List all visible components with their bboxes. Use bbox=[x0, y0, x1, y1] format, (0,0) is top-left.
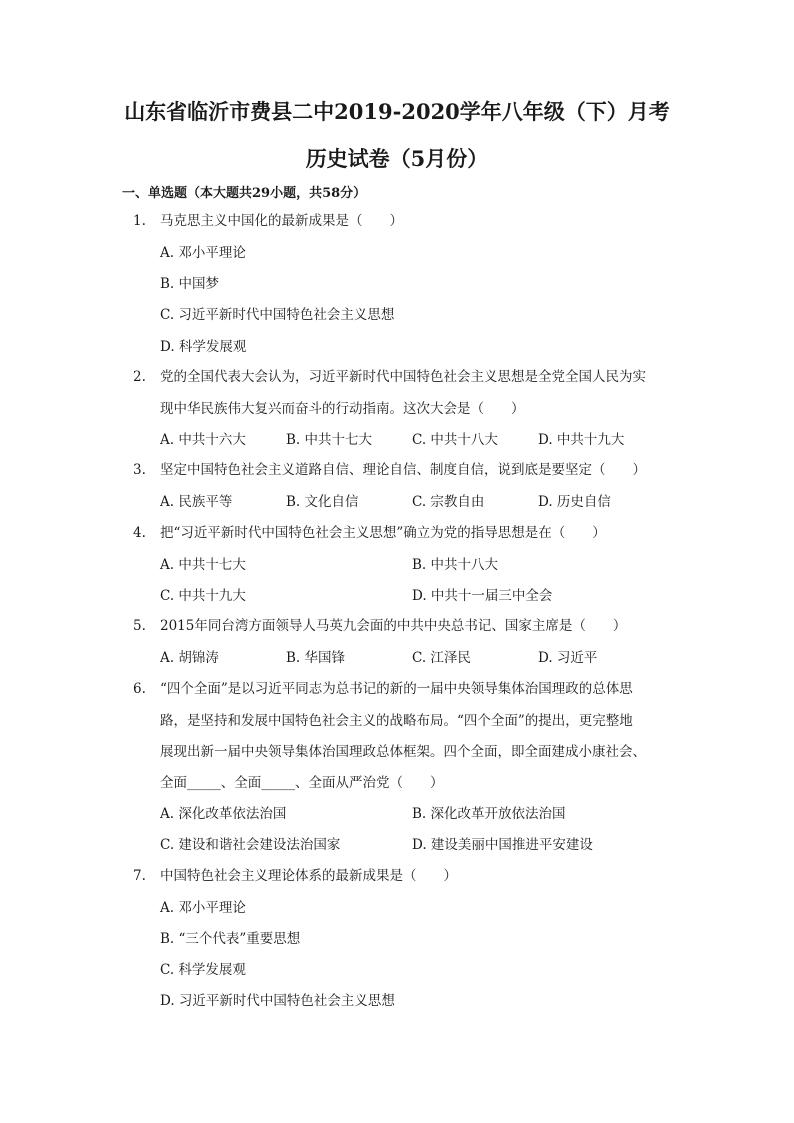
question-number: 7. bbox=[133, 868, 146, 884]
question-stem-continued: 展现出新一届中央领导集体治国理政总体框架。四个全面，即全面建成小康社会、 bbox=[160, 744, 646, 760]
option-c: C. 习近平新时代中国特色社会主义思想 bbox=[160, 307, 395, 323]
option-a: A. 深化改革依法治国 bbox=[160, 806, 287, 822]
option-d: D. 历史自信 bbox=[538, 494, 611, 510]
option-c: C. 建设和谐社会建设法治国家 bbox=[160, 837, 341, 853]
question-stem: 中国特色社会主义理论体系的最新成果是（ ） bbox=[160, 868, 457, 884]
question-stem: 党的全国代表大会认为，习近平新时代中国特色社会主义思想是全党全国人民为实 bbox=[160, 369, 646, 385]
question-number: 1. bbox=[133, 213, 146, 229]
option-a: A. 胡锦涛 bbox=[160, 650, 219, 666]
question-stem: 把“习近平新时代中国特色社会主义思想”确立为党的指导思想是在（ ） bbox=[160, 525, 606, 541]
question-stem: “四个全面”是以习近平同志为总书记的新的一届中央领导集体治国理政的总体思 bbox=[160, 681, 633, 697]
option-c: C. 江泽民 bbox=[412, 650, 471, 666]
option-c: C. 中共十八大 bbox=[412, 432, 498, 448]
exam-title-line-2: 历史试卷（5月份） bbox=[305, 146, 489, 171]
option-d: D. 习近平新时代中国特色社会主义思想 bbox=[160, 993, 395, 1009]
option-a: A. 中共十六大 bbox=[160, 432, 246, 448]
question-number: 3. bbox=[133, 462, 146, 478]
option-d: D. 习近平 bbox=[538, 650, 598, 666]
section-heading: 一、单选题（本大题共29小题，共58分） bbox=[122, 186, 367, 201]
option-a: A. 邓小平理论 bbox=[160, 245, 246, 261]
question-number: 6. bbox=[133, 681, 146, 697]
option-d: D. 中共十九大 bbox=[538, 432, 625, 448]
option-d: D. 建设美丽中国推进平安建设 bbox=[412, 837, 593, 853]
option-d: D. 科学发展观 bbox=[160, 339, 247, 355]
question-stem-continued: 路，是坚持和发展中国特色社会主义的战略布局。“四个全面”的提出，更完整地 bbox=[160, 713, 633, 729]
question-number: 2. bbox=[133, 369, 146, 385]
question-stem: 马克思主义中国化的最新成果是（ ） bbox=[160, 213, 403, 229]
question-stem-continued: 全面_____、全面_____、全面从严治党（ ） bbox=[160, 775, 444, 791]
option-b: B. 华国锋 bbox=[286, 650, 346, 666]
question-stem: 坚定中国特色社会主义道路自信、理论自信、制度自信，说到底是要坚定（ ） bbox=[160, 462, 646, 478]
question-stem: 2015年同台湾方面领导人马英九会面的中共中央总书记、国家主席是（ ） bbox=[160, 618, 627, 634]
option-c: C. 中共十九大 bbox=[160, 588, 246, 604]
question-number: 4. bbox=[133, 525, 146, 541]
option-b: B. “三个代表”重要思想 bbox=[160, 931, 301, 947]
question-number: 5. bbox=[133, 618, 146, 634]
option-b: B. 中共十八大 bbox=[412, 557, 499, 573]
option-b: B. 文化自信 bbox=[286, 494, 359, 510]
option-d: D. 中共十一届三中全会 bbox=[412, 588, 553, 604]
question-stem-continued: 现中华民族伟大复兴而奋斗的行动指南。这次大会是（ ） bbox=[160, 401, 525, 417]
option-c: C. 科学发展观 bbox=[160, 962, 246, 978]
option-a: A. 中共十七大 bbox=[160, 557, 246, 573]
option-b: B. 中共十七大 bbox=[286, 432, 373, 448]
option-a: A. 民族平等 bbox=[160, 494, 233, 510]
option-a: A. 邓小平理论 bbox=[160, 900, 246, 916]
option-b: B. 深化改革开放依法治国 bbox=[412, 806, 566, 822]
option-c: C. 宗教自由 bbox=[412, 494, 485, 510]
option-b: B. 中国梦 bbox=[160, 276, 220, 292]
exam-title-line-1: 山东省临沂市费县二中2019-2020学年八年级（下）月考 bbox=[124, 99, 670, 124]
